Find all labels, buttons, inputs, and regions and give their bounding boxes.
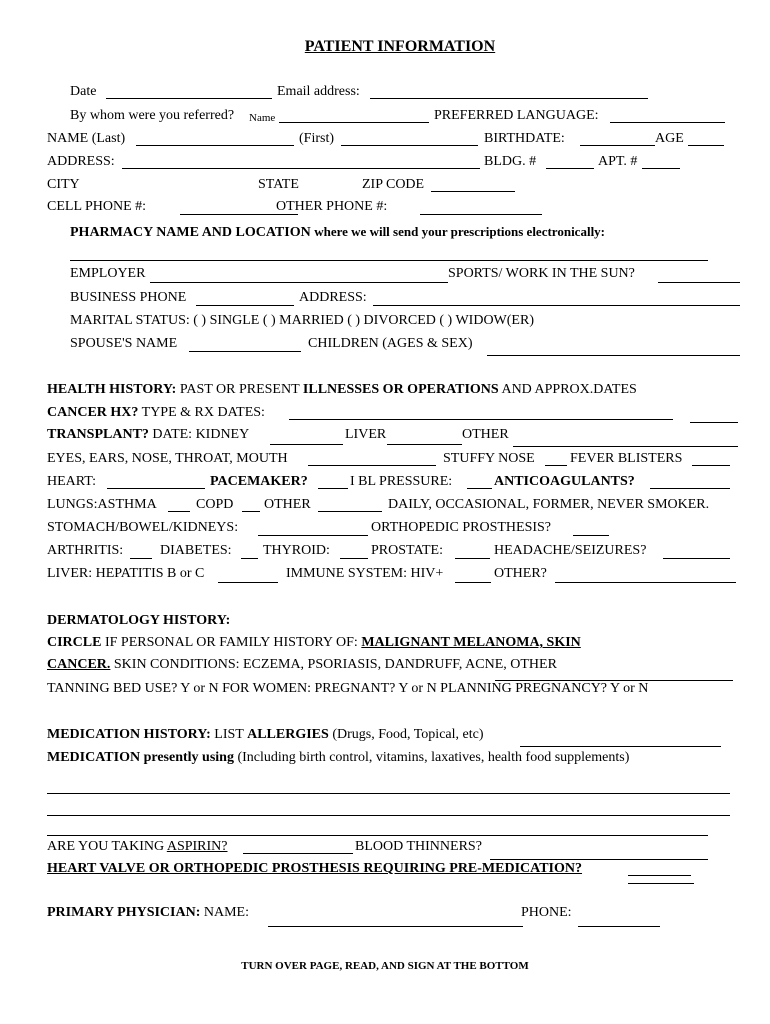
pacemaker-field[interactable]	[318, 488, 348, 489]
aspirin-label: ASPIRIN?	[166, 839, 228, 854]
bldg-label: BLDG. #	[484, 154, 537, 169]
cancer-dates-label: TYPE & RX DATES:	[141, 405, 265, 420]
thyroid-field[interactable]	[340, 558, 368, 559]
pharmacy-note: where we will send your prescriptions electronically:	[314, 224, 606, 239]
other-history-label: OTHER?	[494, 566, 547, 581]
pharmacy-line	[70, 224, 605, 241]
ortho-prosthesis-label: ORTHOPEDIC PROSTHESIS?	[371, 520, 552, 535]
medication-using-note: (Including birth control, vitamins, laxatives, health food supplements)	[237, 750, 630, 765]
heart-label: HEART:	[47, 474, 97, 489]
stomach-label: STOMACH/BOWEL/KIDNEYS:	[47, 520, 239, 535]
allergies-label: ALLERGIES	[247, 727, 329, 742]
derm-circle-line	[47, 635, 581, 651]
asthma-field[interactable]	[168, 511, 190, 512]
business-phone-label: BUSINESS PHONE	[70, 290, 187, 305]
first-name-label: (First)	[299, 131, 334, 146]
skin-cancer-option[interactable]: CANCER.	[47, 657, 111, 672]
first-name-field[interactable]	[341, 145, 478, 146]
hepatitis-label: LIVER: HEPATITIS B or C	[47, 566, 205, 581]
last-name-field[interactable]	[136, 145, 294, 146]
business-address-field[interactable]	[373, 305, 740, 306]
aspirin-field[interactable]	[243, 853, 353, 854]
tanning-pregnancy-line[interactable]: TANNING BED USE? Y or N FOR WOMEN: PREGNANT? Y or N PLANNING PREGNANCY? Y or N	[47, 681, 649, 696]
allergies-field[interactable]	[520, 746, 721, 747]
sports-field[interactable]	[658, 282, 740, 283]
page-title: PATIENT INFORMATION	[304, 38, 496, 55]
transplant-other-label: OTHER	[462, 427, 509, 442]
referred-field[interactable]	[279, 122, 429, 123]
lungs-other-field[interactable]	[318, 511, 382, 512]
prostate-label: PROSTATE:	[371, 543, 444, 558]
pacemaker-label: PACEMAKER?	[210, 474, 308, 489]
stuffy-nose-field[interactable]	[545, 465, 567, 466]
lungs-other-label: OTHER	[264, 497, 311, 512]
smoker-options[interactable]: DAILY, OCCASIONAL, FORMER, NEVER SMOKER.	[388, 497, 710, 512]
email-field[interactable]	[370, 98, 648, 99]
transplant-line	[47, 427, 249, 443]
last-name-label: NAME (Last)	[47, 131, 126, 146]
health-past-present: PAST OR PRESENT	[179, 382, 300, 397]
age-label: AGE	[655, 131, 684, 146]
footer-instruction: TURN OVER PAGE, READ, AND SIGN AT THE BOTTOM	[241, 960, 529, 972]
sports-label: SPORTS/ WORK IN THE SUN?	[448, 266, 635, 281]
skin-conditions-options[interactable]: SKIN CONDITIONS: ECZEMA, PSORIASIS, DANDRUFF, ACNE, OTHER	[113, 657, 557, 672]
kidney-field[interactable]	[270, 444, 343, 445]
physician-label: PRIMARY PHYSICIAN:	[47, 905, 201, 920]
diabetes-field[interactable]	[241, 558, 258, 559]
cancer-field-extra[interactable]	[690, 422, 738, 423]
zip-field[interactable]	[431, 191, 515, 192]
birthdate-label: BIRTHDATE:	[484, 131, 565, 146]
referred-label: By whom were you referred?	[70, 108, 235, 123]
cell-phone-label: CELL PHONE #:	[47, 199, 147, 214]
fever-blisters-label: FEVER BLISTERS	[570, 451, 683, 466]
arthritis-label: ARTHRITIS:	[47, 543, 124, 558]
age-field[interactable]	[688, 145, 724, 146]
cancer-line	[47, 405, 265, 421]
melanoma-option[interactable]: MALIGNANT MELANOMA, SKIN	[361, 635, 581, 650]
referred-name-label: Name	[249, 112, 276, 124]
spouse-label: SPOUSE'S NAME	[70, 336, 178, 351]
fever-blisters-field[interactable]	[692, 465, 730, 466]
list-label: LIST	[214, 727, 244, 742]
email-label: Email address:	[277, 84, 360, 99]
spouse-field[interactable]	[189, 351, 301, 352]
headache-label: HEADACHE/SEIZURES?	[494, 543, 647, 558]
cancer-hx-label: CANCER HX?	[47, 405, 139, 420]
medication-using-label: MEDICATION presently using	[47, 750, 234, 765]
other-phone-field[interactable]	[420, 214, 542, 215]
business-address-label: ADDRESS:	[299, 290, 367, 305]
immune-field[interactable]	[455, 582, 491, 583]
immune-label: IMMUNE SYSTEM: HIV+	[286, 566, 444, 581]
allergies-types: (Drugs, Food, Topical, etc)	[332, 727, 484, 742]
thyroid-label: THYROID:	[263, 543, 330, 558]
derm-heading: DERMATOLOGY HISTORY:	[47, 613, 231, 628]
medication-history-label: MEDICATION HISTORY:	[47, 727, 211, 742]
stuffy-nose-label: STUFFY NOSE	[443, 451, 535, 466]
liver-label: LIVER	[345, 427, 387, 442]
marital-status[interactable]: MARITAL STATUS: ( ) SINGLE ( ) MARRIED ( ) DIVORCED ( ) WIDOW(ER)	[70, 313, 534, 328]
premedication-label: HEART VALVE OR ORTHOPEDIC PROSTHESIS REQUIRING PRE-MEDICATION?	[47, 861, 583, 876]
language-field[interactable]	[610, 122, 725, 123]
business-phone-field[interactable]	[196, 305, 294, 306]
allergies-line	[47, 727, 484, 743]
medication-line-1[interactable]	[47, 793, 730, 794]
premedication-field-extra[interactable]	[628, 883, 694, 884]
address-field[interactable]	[122, 168, 480, 169]
bldg-field[interactable]	[546, 168, 594, 169]
children-label: CHILDREN (AGES & SEX)	[308, 336, 473, 351]
aspirin-prefix: ARE YOU TAKING	[47, 839, 165, 854]
arthritis-field[interactable]	[130, 558, 152, 559]
eyes-label: EYES, EARS, NOSE, THROAT, MOUTH	[47, 451, 288, 466]
medication-line-2[interactable]	[47, 815, 730, 816]
other-history-field[interactable]	[555, 582, 736, 583]
health-history-heading	[47, 382, 637, 398]
physician-name-field[interactable]	[268, 926, 523, 927]
physician-phone-label: PHONE:	[521, 905, 572, 920]
physician-line	[47, 905, 249, 921]
stomach-field[interactable]	[258, 535, 368, 536]
cancer-field[interactable]	[289, 419, 673, 420]
blood-thinners-label: BLOOD THINNERS?	[355, 839, 482, 854]
asthma-label: LUNGS:ASTHMA	[47, 497, 157, 512]
headache-field[interactable]	[663, 558, 730, 559]
apt-label: APT. #	[598, 154, 638, 169]
apt-field[interactable]	[642, 168, 680, 169]
ortho-prosthesis-field[interactable]	[573, 535, 609, 536]
other-phone-label: OTHER PHONE #:	[276, 199, 388, 214]
pharmacy-label: PHARMACY NAME AND LOCATION	[70, 225, 311, 240]
copd-label: COPD	[196, 497, 234, 512]
physician-phone-field[interactable]	[578, 926, 660, 927]
physician-name-label: NAME:	[203, 905, 249, 920]
health-dates: AND APPROX.DATES	[501, 382, 637, 397]
date-field[interactable]	[106, 98, 272, 99]
bl-pressure-field[interactable]	[467, 488, 492, 489]
premedication-field[interactable]	[628, 875, 691, 876]
zip-label: ZIP CODE	[362, 177, 425, 192]
health-illnesses: ILLNESSES OR OPERATIONS	[302, 382, 499, 397]
diabetes-label: DIABETES:	[160, 543, 232, 558]
state-label: STATE	[258, 177, 299, 192]
health-history-label: HEALTH HISTORY:	[47, 382, 177, 397]
transplant-label: TRANSPLANT?	[47, 427, 149, 442]
kidney-label: DATE: KIDNEY	[152, 427, 250, 442]
anticoagulants-label: ANTICOAGULANTS?	[494, 474, 635, 489]
aspirin-line	[47, 839, 228, 855]
heart-field[interactable]	[107, 488, 205, 489]
city-label: CITY	[47, 177, 80, 192]
language-label: PREFERRED LANGUAGE:	[434, 108, 599, 123]
medication-line-3[interactable]	[47, 835, 708, 836]
children-field[interactable]	[487, 355, 740, 356]
circle-label: CIRCLE	[47, 635, 102, 650]
blood-thinners-field[interactable]	[490, 859, 708, 860]
pharmacy-field[interactable]	[70, 260, 708, 261]
transplant-other-field[interactable]	[513, 446, 738, 447]
bl-pressure-label: I BL PRESSURE:	[350, 474, 453, 489]
medication-using-line	[47, 750, 629, 766]
circle-instructions: IF PERSONAL OR FAMILY HISTORY OF:	[104, 635, 358, 650]
anticoagulants-field[interactable]	[650, 488, 730, 489]
employer-label: EMPLOYER	[70, 266, 146, 281]
copd-field[interactable]	[242, 511, 260, 512]
derm-conditions-line	[47, 657, 557, 673]
eyes-field[interactable]	[308, 465, 436, 466]
birthdate-field[interactable]	[580, 145, 655, 146]
hepatitis-field[interactable]	[218, 582, 278, 583]
liver-field[interactable]	[387, 444, 462, 445]
prostate-field[interactable]	[455, 558, 490, 559]
address-label: ADDRESS:	[47, 154, 115, 169]
employer-field[interactable]	[150, 282, 448, 283]
date-label: Date	[70, 84, 97, 99]
